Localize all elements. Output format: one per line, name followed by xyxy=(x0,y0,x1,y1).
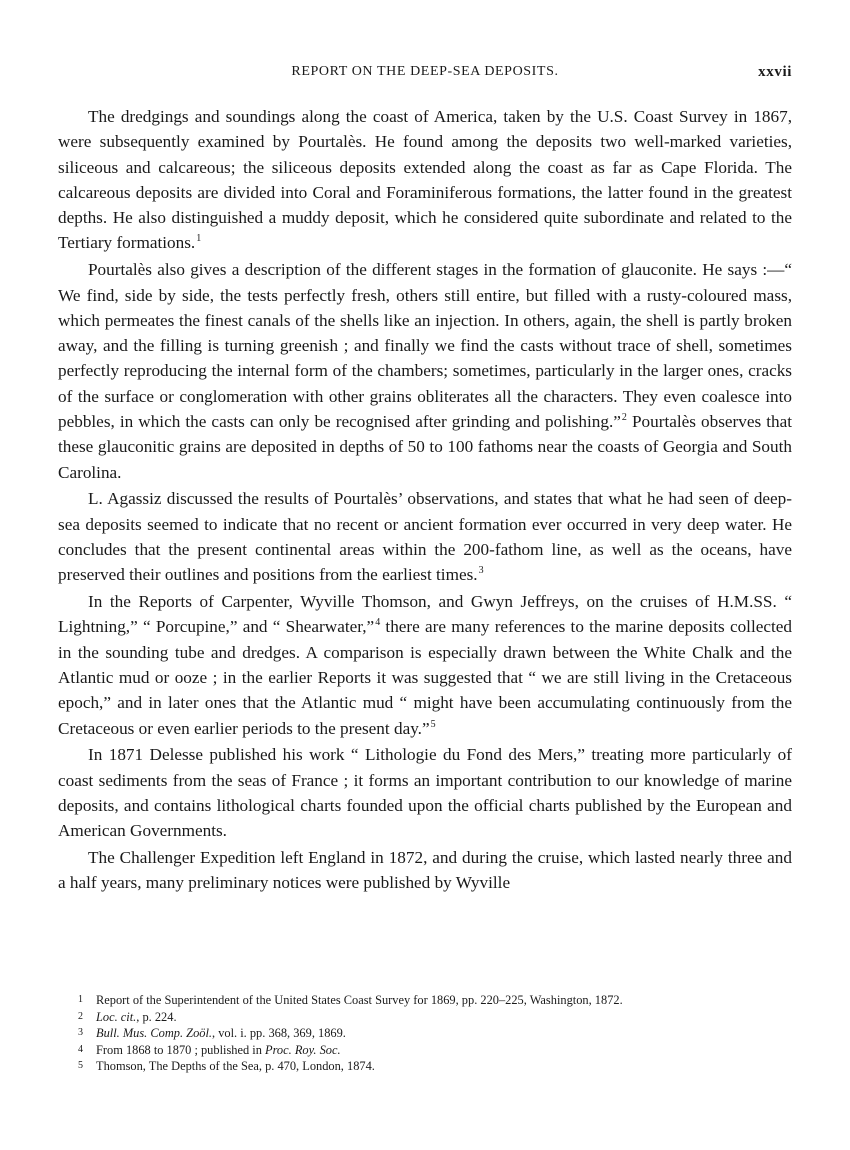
paragraph: L. Agassiz discussed the results of Pourtalès’ observations, and states that what he had seen of deep-sea deposits seemed to indicate that no recent or ancient formation ever occurred in very deep water. He concludes that the present continental areas within the 200-fathom line, as well as the oceans, have preserved their outlines and positions from the earliest times.$^3$ xyxy=(58,489,792,585)
footnotes xyxy=(78,992,792,1075)
footnote-ref: 3 xyxy=(478,565,484,577)
paragraph: In the Reports of Carpenter, Wyville Thomson, and Gwyn Jeffreys, on the cruises of H.M.SS. “ Lightning,” “ Porcupine,” and “ Shearwater,”$^4$ there are many references to the marine deposits collected in the sounding tube and dredges. A comparison is especially drawn between the White Chalk and the Atlantic mud or ooze ; in the earlier Reports it was suggested that “ we are still living in the Cretaceous epoch,” and in later ones that the Atlantic mud “ might have been accumulating continuously from the Cretaceous or even earlier periods to the present day.”$^5$ xyxy=(58,592,792,738)
footnote-mark: 1 xyxy=(78,994,83,1005)
footnote: 3 Bull. Mus. Comp. Zoöl., vol. i. pp. 368, 369, 1869. xyxy=(78,1026,346,1041)
running-title: REPORT ON THE DEEP-SEA DEPOSITS. xyxy=(291,64,559,79)
footnote-mark: 2 xyxy=(78,1010,83,1022)
footnote: 2 Loc. cit., p. 224. xyxy=(78,1009,177,1024)
footnote-ref: 4 xyxy=(375,617,381,629)
footnote-ref: 2 xyxy=(621,412,627,424)
paragraph: Pourtalès also gives a description of the different stages in the formation of glauconite. He says :—“ We find, side by side, the tests perfectly fresh, others still entire, but filled with a rusty-coloured mass, which permeates the finest canals of the shells like an injection. In others, again, the shell is partly broken away, and the filling is turning greenish ; and finally we find the casts without trace of shell, sometimes perfectly reproducing the internal form of the chambers; sometimes, particularly in the larger ones, cracks of the surface or conglomeration with other grains obliterates all the characters. They even coalesce into pebbles, in which the casts can only be recognised after grinding and polishing.”$^2$ Pourtalès observes that these glauconitic grains are deposited in depths of 50 to 100 fathoms near the coasts of Georgia and South Carolina. xyxy=(58,260,792,482)
footnote-mark: 3 xyxy=(78,1027,83,1039)
footnote-mark: 4 xyxy=(78,1043,83,1055)
paragraph: In 1871 Delesse published his work “ Lithologie du Fond des Mers,” treating more particularly of coast sediments from the seas of France ; it forms an important contribution to our knowledge of marine deposits, and contains lithological charts founded upon the official charts published by the European and American Governments. xyxy=(58,745,792,841)
paragraph: The dredgings and soundings along the coast of America, taken by the U.S. Coast Survey in 1867, were subsequently examined by Pourtalès. He found among the deposits two well-marked varieties, siliceous and calcareous; the siliceous deposits extended along the coast as far as Cape Florida. The calcareous deposits are divided into Coral and Foraminiferous formations, the latter found in the greatest depths. He also distinguished a muddy deposit, which he considered quite subordinate and related to the Tertiary formations.$^1$ xyxy=(58,107,792,253)
footnote: 5 Thomson, The Depths of the Sea, p. 470, London, 1874. xyxy=(78,1059,375,1074)
footnote-ref: 5 xyxy=(430,718,436,730)
footnote: 1 Report of the Superintendent of the United States Coast Survey for 1869, pp. 220–225, Washington, 1872. xyxy=(78,993,623,1007)
running-head xyxy=(58,64,792,84)
page-number: xxvii xyxy=(758,64,792,80)
body-text xyxy=(58,104,792,897)
footnote-mark: 5 xyxy=(78,1060,83,1072)
paragraph: The Challenger Expedition left England in 1872, and during the cruise, which lasted nearly three and a half years, many preliminary notices were published by Wyville xyxy=(58,848,792,893)
footnote: 4 From 1868 to 1870 ; published in Proc. Roy. Soc. xyxy=(78,1042,341,1057)
footnote-ref: 1 xyxy=(196,233,202,245)
